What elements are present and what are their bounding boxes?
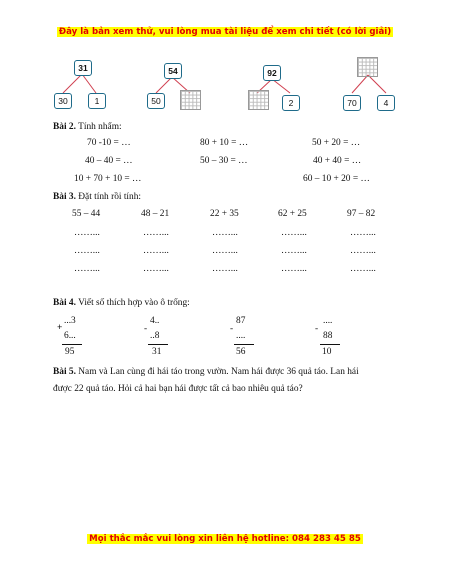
bottom-number: .... — [236, 331, 246, 341]
bai2-title: Bài 2. — [53, 122, 76, 132]
tree-top-box: 92 — [263, 65, 281, 81]
top-number: 87 — [236, 316, 246, 326]
bai3-expression: 97 – 82 — [347, 209, 376, 219]
answer-dots: ……... — [143, 264, 169, 274]
answer-dots: ……... — [212, 246, 238, 256]
result-line — [234, 344, 254, 345]
answer-dots: ……... — [212, 264, 238, 274]
bai2-instruction: Tính nhẩm: — [78, 122, 122, 132]
answer-dots: ……... — [281, 246, 307, 256]
answer-dots: ……... — [74, 228, 100, 238]
tree-right-box: 4 — [377, 95, 395, 111]
bai2-item: 10 + 70 + 10 = … — [74, 174, 142, 184]
tree-left-box: 70 — [343, 95, 361, 111]
bai3-expression: 22 + 35 — [210, 209, 239, 219]
tree-left-box: 50 — [147, 93, 165, 109]
answer-dots: ……... — [212, 228, 238, 238]
bai3-title: Bài 3. — [53, 192, 76, 202]
result-line — [62, 344, 82, 345]
bottom-number: 88 — [323, 331, 333, 341]
answer-dots: ……... — [281, 264, 307, 274]
bottom-number: ..8 — [150, 331, 160, 341]
bai4-title: Bài 4. — [53, 298, 76, 308]
tree-right-box: 2 — [282, 95, 300, 111]
bottom-number: 6... — [64, 331, 76, 341]
tree-top-box: 54 — [164, 63, 182, 79]
hundred-grid-icon — [357, 57, 378, 77]
bai5-text: Nam và Lan cùng đi hái táo trong vườn. Nam hái được 36 quả táo. Lan hái — [78, 367, 359, 377]
bai4-instruction: Viết số thích hợp vào ô trống: — [78, 298, 190, 308]
answer-dots: ……... — [74, 246, 100, 256]
operator-sign: - — [315, 324, 319, 334]
result-number: 31 — [152, 347, 162, 357]
footer-banner: Mọi thắc mắc vui lòng xin liên hệ hotline: 084 283 45 85 — [89, 534, 361, 544]
bai2-item: 40 – 40 = … — [85, 156, 133, 166]
result-number: 10 — [322, 347, 332, 357]
answer-dots: ……... — [281, 228, 307, 238]
hundred-grid-icon — [180, 90, 201, 110]
hundred-grid-icon — [248, 90, 269, 110]
top-number: .... — [323, 316, 333, 326]
bai2-item: 60 – 10 + 20 = … — [303, 174, 370, 184]
answer-dots: ……... — [350, 264, 376, 274]
tree-left-box: 30 — [54, 93, 72, 109]
bai2-heading — [53, 122, 122, 132]
bai5-line-1 — [53, 367, 359, 377]
answer-dots: ……... — [143, 228, 169, 238]
tree-top-box: 31 — [74, 60, 92, 76]
bai2-item: 50 – 30 = … — [200, 156, 248, 166]
bai2-item: 40 + 40 = … — [313, 156, 362, 166]
bai2-item: 50 + 20 = … — [312, 138, 361, 148]
operator-sign: - — [144, 324, 148, 334]
answer-dots: ……... — [143, 246, 169, 256]
bai2-item: 70 -10 = … — [87, 138, 131, 148]
tree-right-box: 1 — [88, 93, 106, 109]
top-number: 4.. — [150, 316, 160, 326]
bai5-line-2: được 22 quả táo. Hỏi cả hai bạn hái được tất cả bao nhiêu quả táo? — [53, 384, 303, 394]
bai3-expression: 55 – 44 — [72, 209, 101, 219]
answer-dots: ……... — [350, 246, 376, 256]
result-number: 56 — [236, 347, 246, 357]
operator-sign: - — [230, 324, 234, 334]
bai3-heading — [53, 192, 141, 202]
bai3-expression: 62 + 25 — [278, 209, 307, 219]
answer-dots: ……... — [350, 228, 376, 238]
operator-sign: + — [57, 323, 63, 333]
top-number: ...3 — [64, 316, 76, 326]
answer-dots: ……... — [74, 264, 100, 274]
bai5-title: Bài 5. — [53, 367, 76, 377]
result-number: 95 — [65, 347, 75, 357]
bai3-expression: 48 – 21 — [141, 209, 170, 219]
result-line — [148, 344, 168, 345]
bai3-instruction: Đặt tính rồi tính: — [78, 192, 142, 202]
result-line — [320, 344, 340, 345]
header-banner: Đây là bản xem thử, vui lòng mua tài liệu để xem chi tiết (có lời giải) — [58, 27, 392, 37]
bai2-item: 80 + 10 = … — [200, 138, 249, 148]
bai4-heading — [53, 298, 190, 308]
